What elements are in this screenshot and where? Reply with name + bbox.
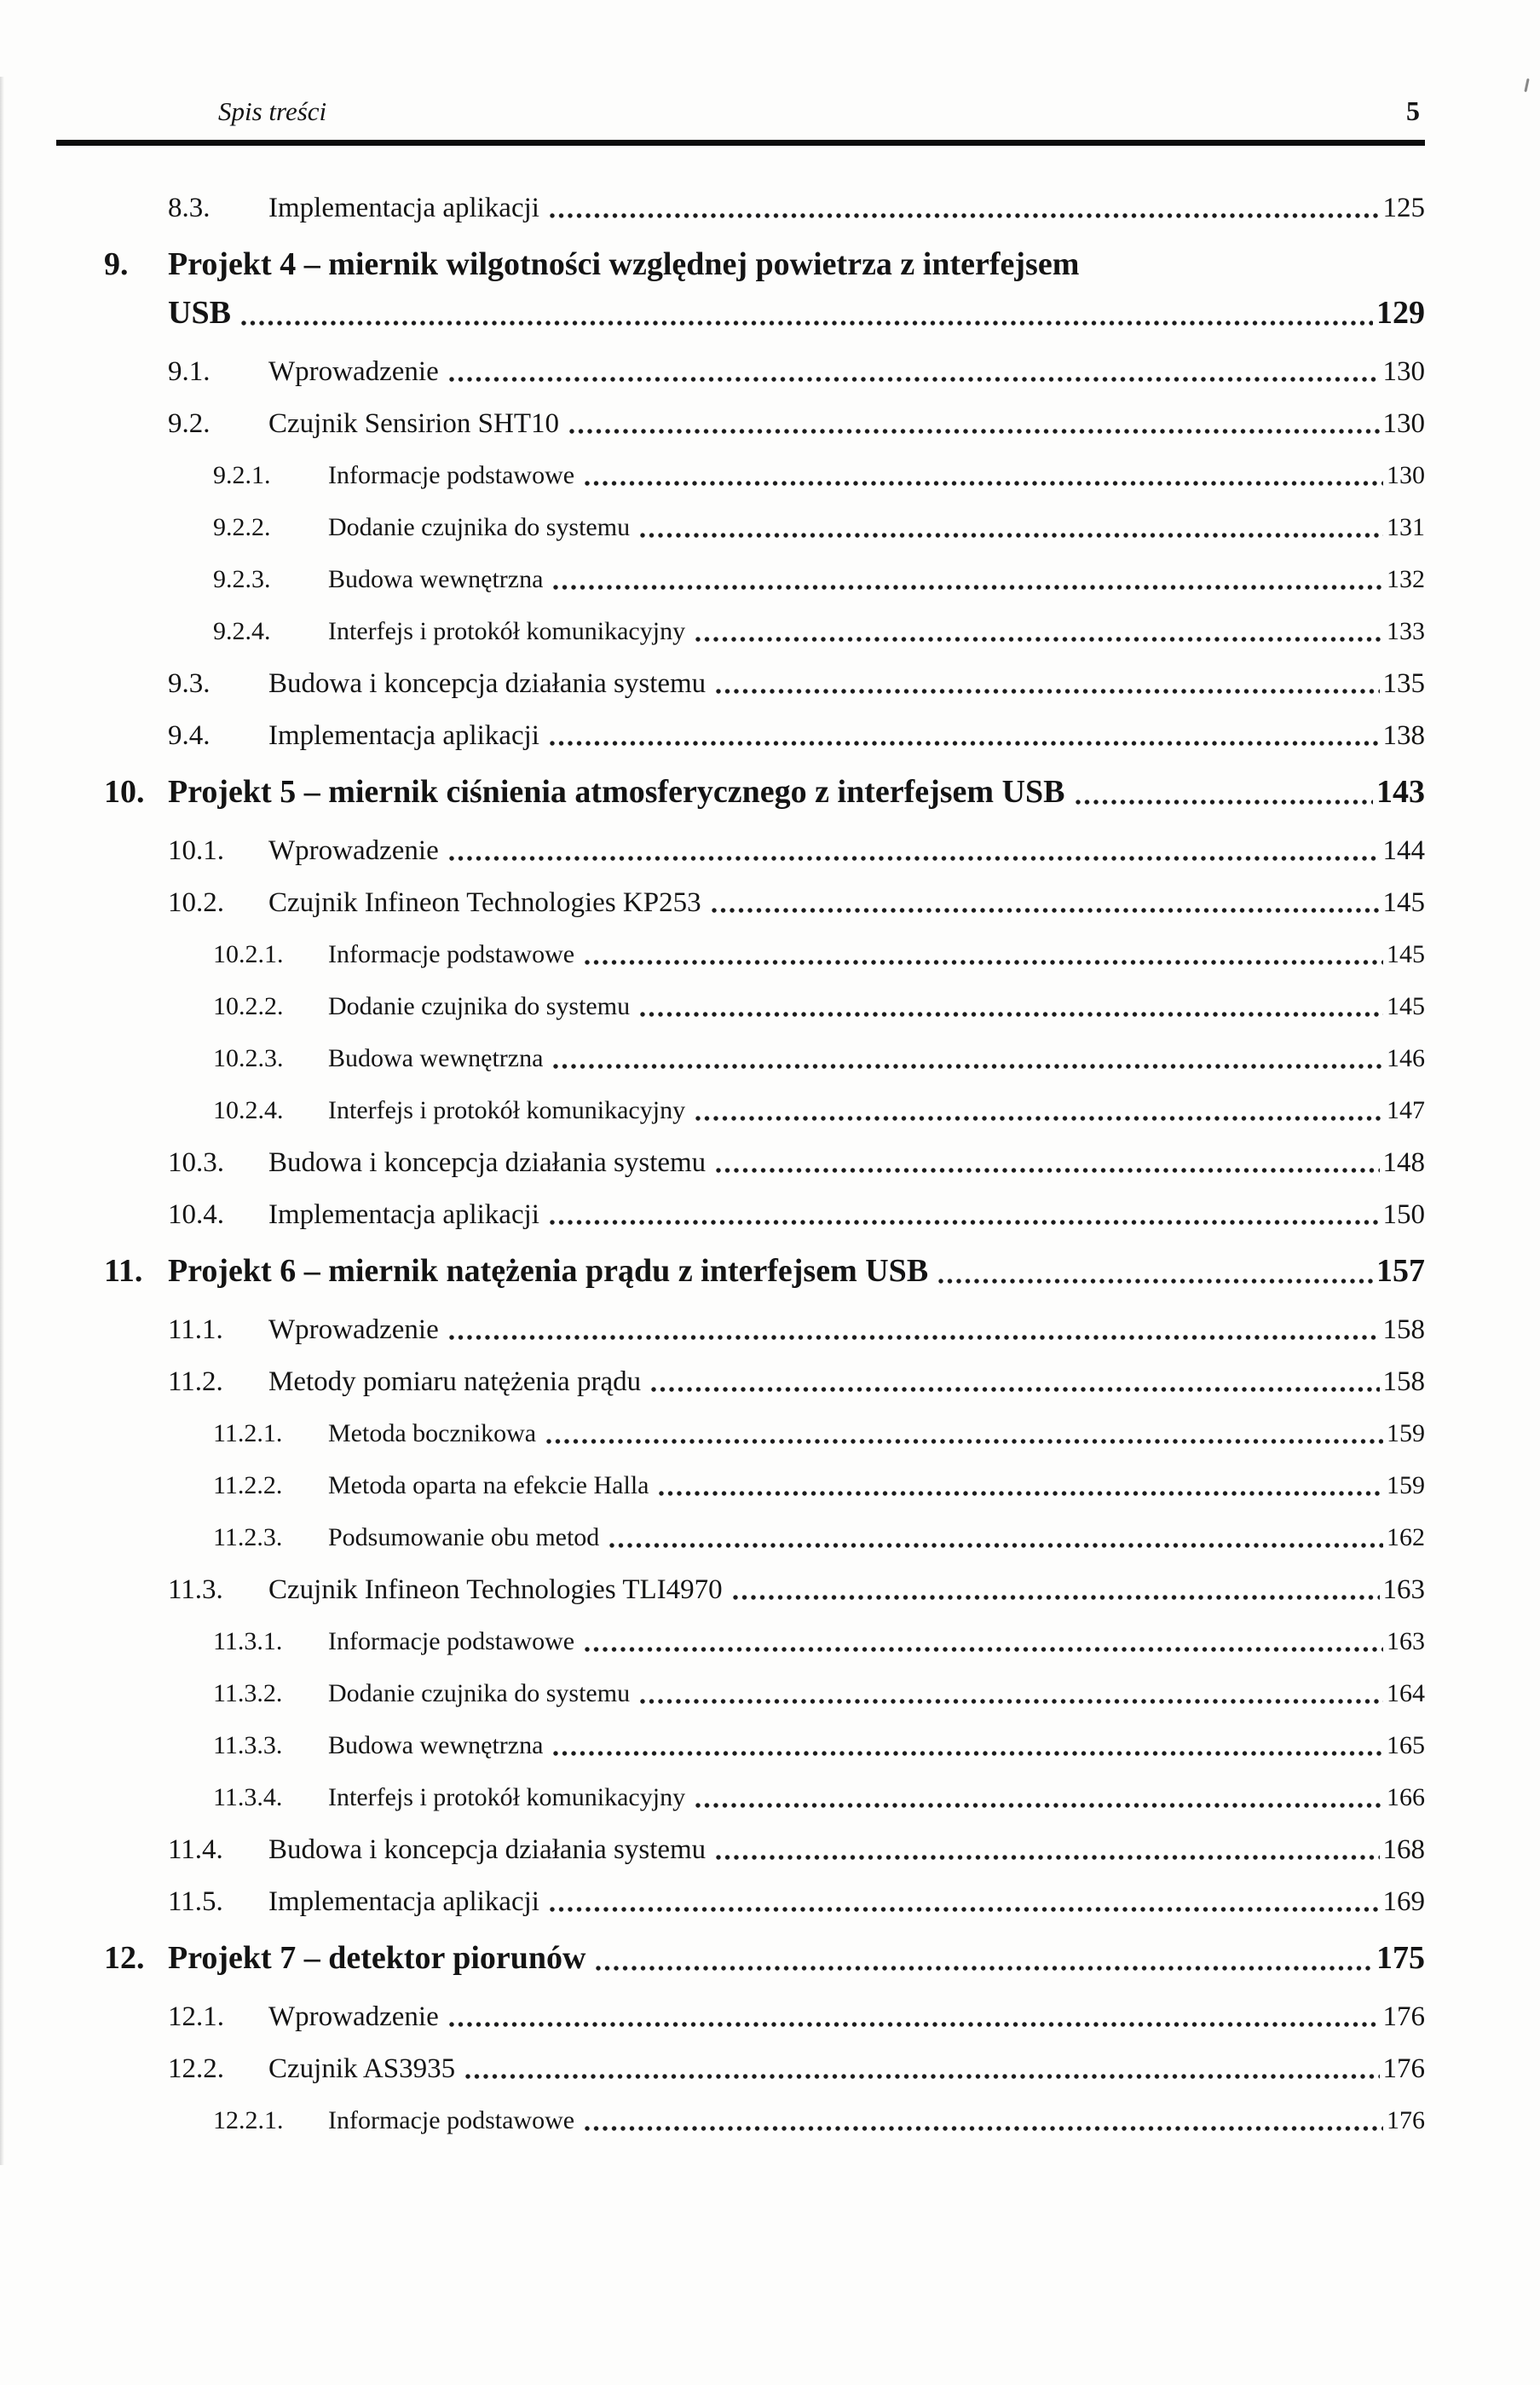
toc-entry-number: 11.3.2. <box>213 1679 283 1707</box>
toc-entry-page: 129 <box>1376 295 1425 331</box>
toc-leader-dots <box>545 1435 1383 1446</box>
toc-entry-number: 9. <box>104 246 129 282</box>
toc-list <box>60 191 1425 2156</box>
toc-entry-title: Informacje podstawowe <box>328 2106 575 2134</box>
toc-entry-page: 158 <box>1382 1366 1425 1397</box>
toc-entry <box>60 719 1425 753</box>
toc-entry <box>60 243 1425 334</box>
scan-speck-artifact <box>1524 78 1529 92</box>
toc-entry-page: 176 <box>1382 2053 1425 2084</box>
toc-entry-title: Budowa i koncepcja działania systemu <box>268 1147 707 1178</box>
toc-entry-title: Implementacja aplikacji <box>268 720 539 751</box>
toc-entry <box>60 990 1425 1024</box>
toc-leader-dots <box>447 852 1380 863</box>
toc-entry-page: 145 <box>1387 992 1425 1020</box>
toc-entry-title: Dodanie czujnika do systemu <box>328 1679 631 1707</box>
toc-entry-number: 10. <box>104 774 145 810</box>
toc-entry-page: 130 <box>1382 408 1425 439</box>
toc-entry-page: 175 <box>1376 1940 1425 1976</box>
toc-entry-title: Projekt 4 – miernik wilgotności względnej powietrza z interfejsem <box>168 246 1080 282</box>
toc-entry-page: 164 <box>1387 1679 1425 1707</box>
toc-entry-number: 11.5. <box>168 1886 223 1917</box>
toc-entry-page: 150 <box>1382 1199 1425 1230</box>
toc-leader-dots <box>583 1643 1383 1654</box>
toc-entry-page: 147 <box>1387 1096 1425 1124</box>
toc-entry-number: 10.2.1. <box>213 940 284 968</box>
toc-entry-page: 169 <box>1382 1886 1425 1917</box>
toc-entry-number: 10.1. <box>168 835 224 866</box>
toc-entry-wrap <box>168 243 1425 334</box>
toc-leader-dots <box>447 2018 1380 2029</box>
header-rule <box>56 140 1425 146</box>
toc-entry-title: Implementacja aplikacji <box>268 1886 539 1917</box>
toc-entry <box>60 1469 1425 1503</box>
toc-entry-number: 11.3.1. <box>213 1627 283 1655</box>
toc-entry-page: 144 <box>1382 835 1425 866</box>
toc-entry-number: 9.3. <box>168 668 211 699</box>
toc-entry-title: Projekt 6 – miernik natężenia prądu z interfejsem USB <box>168 1253 929 1289</box>
toc-entry-title: Projekt 7 – detektor piorunów <box>168 1940 586 1976</box>
toc-entry <box>60 2104 1425 2138</box>
toc-entry-number: 11.2. <box>168 1366 223 1397</box>
toc-entry <box>60 1094 1425 1128</box>
toc-leader-dots <box>714 1851 1379 1862</box>
toc-entry-page: 131 <box>1387 513 1425 541</box>
toc-entry <box>60 563 1425 597</box>
toc-entry-number: 12.1. <box>168 2001 224 2032</box>
toc-entry-page: 125 <box>1382 193 1425 223</box>
toc-leader-dots <box>694 632 1383 644</box>
toc-entry <box>60 1521 1425 1555</box>
toc-entry-number: 11.4. <box>168 1834 223 1865</box>
toc-entry <box>60 2052 1425 2086</box>
toc-entry-number: 11.3.3. <box>213 1731 283 1759</box>
toc-entry-number: 11.2.3. <box>213 1523 283 1551</box>
running-title: Spis treści <box>218 96 327 126</box>
toc-page <box>60 0 1425 2385</box>
toc-entry-page: 143 <box>1376 774 1425 810</box>
toc-entry <box>60 1937 1425 1979</box>
toc-entry-title: Wprowadzenie <box>268 1314 439 1345</box>
toc-entry <box>60 1417 1425 1451</box>
toc-entry-page: 145 <box>1387 940 1425 968</box>
toc-entry <box>60 615 1425 649</box>
toc-entry-title: Budowa i koncepcja działania systemu <box>268 668 707 699</box>
toc-entry-title-line2: USB <box>168 295 231 331</box>
toc-entry-title: Dodanie czujnika do systemu <box>328 992 631 1020</box>
toc-entry <box>60 1729 1425 1763</box>
toc-leader-dots <box>714 684 1379 696</box>
toc-entry <box>60 1677 1425 1711</box>
toc-leader-dots <box>937 1274 1373 1285</box>
toc-entry-page: 176 <box>1382 2001 1425 2032</box>
toc-entry-title: Czujnik Infineon Technologies TLI4970 <box>268 1574 723 1605</box>
toc-entry-page: 159 <box>1387 1419 1425 1447</box>
toc-entry <box>60 1042 1425 1076</box>
toc-entry <box>60 191 1425 225</box>
toc-entry <box>60 1885 1425 1919</box>
toc-entry <box>60 834 1425 868</box>
toc-leader-dots <box>649 1383 1379 1394</box>
toc-entry-title: Metoda oparta na efekcie Halla <box>328 1471 649 1499</box>
toc-entry <box>60 1625 1425 1659</box>
toc-entry-title: Implementacja aplikacji <box>268 193 539 223</box>
toc-entry-title: Budowa wewnętrzna <box>328 1044 544 1072</box>
toc-leader-dots <box>638 1695 1383 1706</box>
toc-entry-number: 10.2.4. <box>213 1096 284 1124</box>
toc-entry-title: Dodanie czujnika do systemu <box>328 513 631 541</box>
toc-entry-page: 130 <box>1387 461 1425 489</box>
toc-entry <box>60 1250 1425 1292</box>
toc-leader-dots <box>548 1903 1380 1914</box>
toc-entry-title: Metody pomiaru natężenia prądu <box>268 1366 642 1397</box>
toc-entry <box>60 1313 1425 1347</box>
toc-entry-page: 166 <box>1387 1783 1425 1811</box>
toc-entry-title: Informacje podstawowe <box>328 461 575 489</box>
toc-entry-title: Czujnik Sensirion SHT10 <box>268 408 560 439</box>
toc-entry-page: 158 <box>1382 1314 1425 1345</box>
toc-entry-page: 162 <box>1387 1523 1425 1551</box>
toc-leader-dots <box>548 1216 1380 1227</box>
toc-entry <box>60 1365 1425 1399</box>
toc-entry-number: 9.2. <box>168 408 211 439</box>
toc-entry-number: 11.3. <box>168 1574 223 1605</box>
toc-leader-dots <box>657 1487 1383 1498</box>
page-header <box>60 94 1425 129</box>
toc-leader-dots <box>551 1747 1383 1758</box>
toc-entry-number: 11.1. <box>168 1314 223 1345</box>
toc-leader-dots <box>594 1961 1373 1972</box>
toc-entry-title: Czujnik AS3935 <box>268 2053 456 2084</box>
toc-entry-number: 9.1. <box>168 356 211 387</box>
toc-leader-dots <box>714 1164 1379 1175</box>
toc-entry-number: 11.2.1. <box>213 1419 283 1447</box>
toc-entry-number: 9.2.3. <box>213 565 271 593</box>
scan-edge-artifact <box>0 77 4 2165</box>
toc-entry-title: Budowa i koncepcja działania systemu <box>268 1834 707 1865</box>
toc-entry <box>60 511 1425 545</box>
toc-entry-title: Informacje podstawowe <box>328 940 575 968</box>
toc-entry-page: 135 <box>1382 668 1425 699</box>
toc-entry-number: 12.2.1. <box>213 2106 284 2134</box>
toc-entry <box>60 1833 1425 1867</box>
toc-leader-dots <box>464 2070 1379 2081</box>
toc-leader-dots <box>731 1591 1380 1602</box>
toc-leader-dots <box>583 956 1383 967</box>
toc-leader-dots <box>583 476 1383 488</box>
toc-entry-page: 176 <box>1387 2106 1425 2134</box>
toc-entry-title: Interfejs i protokół komunikacyjny <box>328 1096 686 1124</box>
toc-leader-dots <box>1074 795 1374 806</box>
toc-entry-number: 10.2. <box>168 887 224 918</box>
toc-entry-title: Informacje podstawowe <box>328 1627 575 1655</box>
toc-entry-title: Budowa wewnętrzna <box>328 1731 544 1759</box>
toc-leader-dots <box>638 1008 1383 1019</box>
toc-entry-page: 163 <box>1382 1574 1425 1605</box>
toc-entry <box>60 355 1425 389</box>
toc-leader-dots <box>568 424 1379 436</box>
toc-entry-page: 148 <box>1382 1147 1425 1178</box>
toc-entry <box>60 771 1425 813</box>
toc-leader-dots <box>608 1539 1383 1550</box>
toc-leader-dots <box>710 904 1380 915</box>
toc-entry-page: 168 <box>1382 1834 1425 1865</box>
toc-entry <box>60 407 1425 441</box>
toc-entry-number: 8.3. <box>168 193 211 223</box>
toc-entry-title: Budowa wewnętrzna <box>328 565 544 593</box>
toc-leader-dots <box>551 580 1383 592</box>
toc-entry-number: 11.3.4. <box>213 1783 283 1811</box>
toc-entry-number: 10.3. <box>168 1147 224 1178</box>
toc-leader-dots <box>583 2122 1383 2133</box>
toc-entry-number: 9.2.2. <box>213 513 271 541</box>
toc-entry-page: 130 <box>1382 356 1425 387</box>
toc-leader-dots <box>694 1799 1383 1810</box>
toc-entry-page: 157 <box>1376 1253 1425 1289</box>
toc-entry <box>60 886 1425 920</box>
toc-entry-number: 11. <box>104 1253 143 1289</box>
toc-entry <box>60 1573 1425 1607</box>
toc-entry-page: 146 <box>1387 1044 1425 1072</box>
toc-entry <box>60 459 1425 493</box>
toc-leader-dots <box>638 528 1383 540</box>
toc-entry <box>60 1198 1425 1232</box>
toc-entry-number: 9.2.4. <box>213 617 271 645</box>
toc-entry-page: 159 <box>1387 1471 1425 1499</box>
toc-entry-title: Wprowadzenie <box>268 2001 439 2032</box>
toc-entry-page: 163 <box>1387 1627 1425 1655</box>
toc-entry-number: 10.2.2. <box>213 992 284 1020</box>
toc-entry-number: 9.2.1. <box>213 461 271 489</box>
toc-entry-page: 138 <box>1382 720 1425 751</box>
toc-entry-number: 12. <box>104 1940 145 1976</box>
toc-entry-page: 132 <box>1387 565 1425 593</box>
toc-leader-dots <box>239 316 1373 327</box>
toc-entry-title: Wprowadzenie <box>268 356 439 387</box>
toc-entry-title: Czujnik Infineon Technologies KP253 <box>268 887 701 918</box>
toc-leader-dots <box>551 1060 1383 1071</box>
toc-leader-dots <box>548 736 1380 748</box>
toc-entry-title: Wprowadzenie <box>268 835 439 866</box>
toc-entry-title: Podsumowanie obu metod <box>328 1523 600 1551</box>
toc-entry-title: Interfejs i protokół komunikacyjny <box>328 1783 686 1811</box>
toc-entry-number: 12.2. <box>168 2053 224 2084</box>
toc-leader-dots <box>694 1112 1383 1123</box>
toc-entry-page: 165 <box>1387 1731 1425 1759</box>
toc-entry <box>60 2000 1425 2034</box>
toc-entry-title: Projekt 5 – miernik ciśnienia atmosferycznego z interfejsem USB <box>168 774 1065 810</box>
toc-entry-page: 133 <box>1387 617 1425 645</box>
toc-leader-dots <box>548 209 1380 220</box>
toc-entry-title: Metoda bocznikowa <box>328 1419 537 1447</box>
toc-leader-dots <box>447 372 1380 384</box>
toc-entry-number: 9.4. <box>168 720 211 751</box>
toc-entry-number: 10.4. <box>168 1199 224 1230</box>
toc-entry-number: 11.2.2. <box>213 1471 283 1499</box>
toc-entry-page: 145 <box>1382 887 1425 918</box>
toc-entry <box>60 1781 1425 1815</box>
toc-entry-number: 10.2.3. <box>213 1044 284 1072</box>
toc-entry-title: Interfejs i protokół komunikacyjny <box>328 617 686 645</box>
page-number: 5 <box>1406 95 1420 126</box>
toc-entry <box>60 938 1425 972</box>
toc-entry-continuation <box>168 292 1425 334</box>
toc-entry-title: Implementacja aplikacji <box>268 1199 539 1230</box>
toc-leader-dots <box>447 1331 1380 1342</box>
toc-entry <box>60 667 1425 701</box>
toc-entry <box>60 1146 1425 1180</box>
